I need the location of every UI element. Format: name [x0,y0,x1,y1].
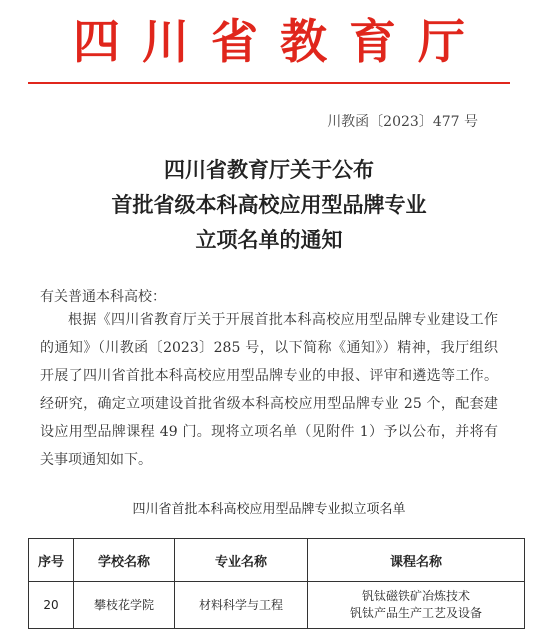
table-caption: 四川省首批本科高校应用型品牌专业拟立项名单 [132,502,406,517]
notice-title-line3: 立项名单的通知 [195,228,343,252]
table-header-row [29,539,525,582]
cell-no: 20 [29,582,74,629]
project-list-table [28,538,525,629]
document-number: 川教函〔2023〕477 号 [327,114,478,130]
header-school: 学校名称 [74,539,175,582]
notice-title-line2: 首批省级本科高校应用型品牌专业 [111,193,427,217]
notice-title-line1: 四川省教育厅关于公布 [164,158,374,182]
cell-school: 攀枝花学院 [74,582,175,629]
course-name-1: 钒钛磁铁矿冶炼技术 [361,589,470,603]
body-paragraph: 根据《四川省教育厅关于开展首批本科高校应用型品牌专业建设工作的通知》（川教函〔2023〕285 号，以下简称《通知》）精神，我厅组织开展了四川省首批本科高校应用型品牌专业的申报、评审和遴选等工作。经研究，确定立项建设首批省级本科高校应用型品牌专业 25 个，配套建设应用型品牌课程 49 门。现将立项名单（见附件 1）予以公布，并将有关事项通知如下。 [40,312,498,468]
masthead-divider [28,82,510,84]
cell-course [308,582,525,629]
masthead-title: 四川省教育厅 [73,15,487,70]
header-major: 专业名称 [175,539,308,582]
table-row [29,582,525,629]
header-no: 序号 [29,539,74,582]
header-course: 课程名称 [308,539,525,582]
cell-major: 材料科学与工程 [175,582,308,629]
salutation: 有关普通本科高校： [40,289,166,305]
course-name-2: 钒钛产品生产工艺及设备 [349,606,482,620]
